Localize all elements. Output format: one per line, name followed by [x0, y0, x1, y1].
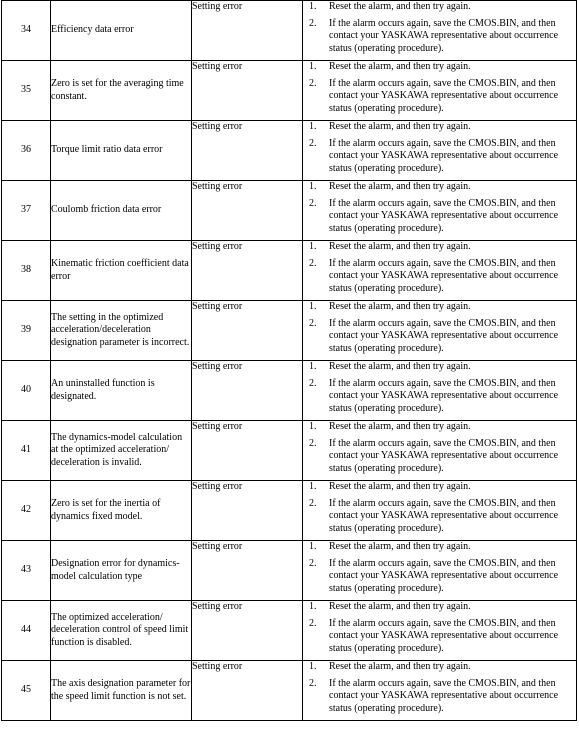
- remedy-step-text: Reset the alarm, and then try again.: [329, 481, 471, 492]
- remedy-step-marker: 1.: [309, 601, 317, 612]
- alarm-remedy-cell: [303, 421, 577, 481]
- alarm-type-cell: [192, 181, 303, 241]
- alarm-number-cell: [2, 181, 51, 241]
- remedy-step-text: Reset the alarm, and then try again.: [329, 421, 471, 432]
- alarm-description-cell: [51, 481, 192, 541]
- remedy-step: [303, 541, 576, 554]
- alarm-number-cell: [2, 421, 51, 481]
- alarm-number: 36: [21, 144, 31, 156]
- alarm-type: Setting error: [192, 241, 243, 252]
- alarm-type: Setting error: [192, 601, 243, 612]
- alarm-type: Setting error: [192, 301, 243, 312]
- remedy-step-text: If the alarm occurs again, save the CMOS.BIN, and then contact your YASKAWA representative about occurrence status (operating procedure).: [329, 557, 559, 594]
- alarm-remedy-cell: [303, 301, 577, 361]
- alarm-description: Zero is set for the inertia of dynamics fixed model.: [51, 497, 161, 522]
- remedy-step: [303, 661, 576, 674]
- remedy-step: [303, 61, 576, 74]
- alarm-description-cell: [51, 121, 192, 181]
- alarm-number-cell: [2, 301, 51, 361]
- alarm-number-cell: [2, 1, 51, 61]
- alarm-number: 40: [21, 384, 31, 396]
- alarm-description-cell: [51, 421, 192, 481]
- alarm-number: 38: [21, 264, 31, 276]
- alarm-type: Setting error: [192, 421, 243, 432]
- remedy-step-marker: 2.: [309, 437, 317, 449]
- alarm-remedy-cell: [303, 61, 577, 121]
- remedy-step: [303, 361, 576, 374]
- alarm-description: Torque limit ratio data error: [51, 144, 163, 156]
- table-row: [2, 361, 577, 421]
- remedy-step-text: If the alarm occurs again, save the CMOS.BIN, and then contact your YASKAWA representative about occurrence status (operating procedure).: [329, 137, 559, 174]
- remedy-step-marker: 1.: [309, 241, 317, 252]
- remedy-step-marker: 1.: [309, 481, 317, 492]
- table-row: [2, 61, 577, 121]
- alarm-remedy-cell: [303, 121, 577, 181]
- alarm-type: Setting error: [192, 61, 243, 72]
- remedy-step-marker: 1.: [309, 541, 317, 552]
- alarm-description-cell: [51, 601, 192, 661]
- alarm-type: Setting error: [192, 121, 243, 132]
- alarm-number: 35: [21, 84, 31, 96]
- alarm-description-cell: [51, 301, 192, 361]
- remedy-step-text: Reset the alarm, and then try again.: [329, 121, 471, 132]
- alarm-number-cell: [2, 481, 51, 541]
- remedy-step-text: If the alarm occurs again, save the CMOS.BIN, and then contact your YASKAWA representative about occurrence status (operating procedure).: [329, 497, 559, 534]
- table-row: [2, 421, 577, 481]
- alarm-number: 43: [21, 564, 31, 576]
- alarm-description: Zero is set for the averaging time constant.: [51, 77, 184, 102]
- remedy-steps: [303, 541, 576, 595]
- remedy-step-marker: 2.: [309, 677, 317, 689]
- remedy-step: [303, 78, 576, 116]
- alarm-table-body: [2, 1, 577, 721]
- alarm-number-cell: [2, 241, 51, 301]
- alarm-number: 37: [21, 204, 31, 216]
- remedy-step-text: If the alarm occurs again, save the CMOS.BIN, and then contact your YASKAWA representative about occurrence status (operating procedure).: [329, 677, 559, 714]
- remedy-step-text: If the alarm occurs again, save the CMOS.BIN, and then contact your YASKAWA representative about occurrence status (operating procedure).: [329, 317, 559, 354]
- alarm-type-cell: [192, 541, 303, 601]
- remedy-steps: [303, 181, 576, 235]
- alarm-type: Setting error: [192, 661, 243, 672]
- alarm-description-cell: [51, 661, 192, 721]
- remedy-step-text: Reset the alarm, and then try again.: [329, 661, 471, 672]
- remedy-step-text: Reset the alarm, and then try again.: [329, 1, 471, 12]
- alarm-description-cell: [51, 361, 192, 421]
- remedy-step-marker: 2.: [309, 617, 317, 629]
- table-row: [2, 601, 577, 661]
- alarm-description: Efficiency data error: [51, 24, 134, 36]
- alarm-remedy-cell: [303, 541, 577, 601]
- alarm-type-cell: [192, 1, 303, 61]
- remedy-step: [303, 301, 576, 314]
- alarm-type-cell: [192, 601, 303, 661]
- alarm-type: Setting error: [192, 361, 243, 372]
- remedy-step-text: If the alarm occurs again, save the CMOS.BIN, and then contact your YASKAWA representative about occurrence status (operating procedure).: [329, 257, 559, 294]
- remedy-step-marker: 2.: [309, 557, 317, 569]
- remedy-step: [303, 438, 576, 476]
- alarm-description-cell: [51, 1, 192, 61]
- alarm-type-cell: [192, 361, 303, 421]
- alarm-number: 39: [21, 324, 31, 336]
- alarm-type-cell: [192, 241, 303, 301]
- remedy-step-marker: 1.: [309, 121, 317, 132]
- alarm-description: The optimized acceleration/ deceleration control of speed limit function is disabled.: [51, 611, 189, 648]
- alarm-type: Setting error: [192, 481, 243, 492]
- remedy-step-text: Reset the alarm, and then try again.: [329, 241, 471, 252]
- alarm-type-cell: [192, 61, 303, 121]
- remedy-step: [303, 618, 576, 656]
- alarm-remedy-cell: [303, 181, 577, 241]
- remedy-step-text: If the alarm occurs again, save the CMOS.BIN, and then contact your YASKAWA representative about occurrence status (operating procedure).: [329, 437, 559, 474]
- remedy-step: [303, 1, 576, 14]
- alarm-type-cell: [192, 661, 303, 721]
- remedy-step: [303, 481, 576, 494]
- remedy-step: [303, 198, 576, 236]
- alarm-number-cell: [2, 661, 51, 721]
- remedy-step: [303, 601, 576, 614]
- remedy-steps: [303, 301, 576, 355]
- remedy-step-text: If the alarm occurs again, save the CMOS.BIN, and then contact your YASKAWA representative about occurrence status (operating procedure).: [329, 617, 559, 654]
- alarm-type-cell: [192, 121, 303, 181]
- remedy-step-marker: 1.: [309, 301, 317, 312]
- remedy-step-marker: 2.: [309, 137, 317, 149]
- remedy-step: [303, 678, 576, 716]
- remedy-step: [303, 558, 576, 596]
- alarm-type: Setting error: [192, 541, 243, 552]
- alarm-description-cell: [51, 241, 192, 301]
- remedy-step-marker: 2.: [309, 257, 317, 269]
- remedy-step-marker: 2.: [309, 317, 317, 329]
- alarm-description: Coulomb friction data error: [51, 204, 162, 216]
- alarm-description: Kinematic friction coefficient data error: [51, 257, 189, 282]
- remedy-step: [303, 138, 576, 176]
- remedy-steps: [303, 661, 576, 715]
- alarm-remedy-cell: [303, 1, 577, 61]
- remedy-step-marker: 2.: [309, 497, 317, 509]
- remedy-step: [303, 318, 576, 356]
- remedy-step-marker: 1.: [309, 61, 317, 72]
- remedy-step: [303, 378, 576, 416]
- remedy-step-marker: 2.: [309, 377, 317, 389]
- remedy-step: [303, 498, 576, 536]
- remedy-step-text: If the alarm occurs again, save the CMOS.BIN, and then contact your YASKAWA representative about occurrence status (operating procedure).: [329, 197, 559, 234]
- remedy-steps: [303, 241, 576, 295]
- alarm-description: An uninstalled function is designated.: [51, 377, 155, 402]
- remedy-steps: [303, 601, 576, 655]
- table-row: [2, 241, 577, 301]
- remedy-step-text: Reset the alarm, and then try again.: [329, 541, 471, 552]
- alarm-number: 44: [21, 624, 31, 636]
- remedy-step: [303, 181, 576, 194]
- table-row: [2, 661, 577, 721]
- alarm-number-cell: [2, 121, 51, 181]
- table-row: [2, 1, 577, 61]
- remedy-step-text: Reset the alarm, and then try again.: [329, 301, 471, 312]
- alarm-remedy-cell: [303, 241, 577, 301]
- alarm-number: 34: [21, 24, 31, 36]
- alarm-remedy-cell: [303, 361, 577, 421]
- remedy-step-text: If the alarm occurs again, save the CMOS.BIN, and then contact your YASKAWA representative about occurrence status (operating procedure).: [329, 377, 559, 414]
- remedy-step-text: Reset the alarm, and then try again.: [329, 181, 471, 192]
- remedy-steps: [303, 361, 576, 415]
- alarm-table: [1, 0, 577, 721]
- remedy-step-marker: 2.: [309, 17, 317, 29]
- alarm-type: Setting error: [192, 1, 243, 12]
- table-row: [2, 481, 577, 541]
- alarm-remedy-cell: [303, 661, 577, 721]
- table-row: [2, 541, 577, 601]
- table-row: [2, 121, 577, 181]
- alarm-number-cell: [2, 361, 51, 421]
- alarm-number: 41: [21, 444, 31, 456]
- alarm-description: The setting in the optimized acceleration/deceleration designation parameter is incorrect.: [51, 311, 190, 348]
- remedy-steps: [303, 421, 576, 475]
- remedy-steps: [303, 121, 576, 175]
- alarm-description: The axis designation parameter for the speed limit function is not set.: [51, 677, 191, 702]
- alarm-number: 45: [21, 684, 31, 696]
- alarm-number-cell: [2, 541, 51, 601]
- remedy-step-marker: 2.: [309, 77, 317, 89]
- remedy-step-text: Reset the alarm, and then try again.: [329, 601, 471, 612]
- remedy-step-text: If the alarm occurs again, save the CMOS.BIN, and then contact your YASKAWA representative about occurrence status (operating procedure).: [329, 17, 559, 54]
- remedy-steps: [303, 1, 576, 55]
- remedy-step: [303, 18, 576, 56]
- remedy-step-text: Reset the alarm, and then try again.: [329, 61, 471, 72]
- remedy-step-marker: 1.: [309, 661, 317, 672]
- alarm-type-cell: [192, 301, 303, 361]
- alarm-description: The dynamics-model calculation at the optimized acceleration/ deceleration is invalid.: [51, 431, 183, 468]
- alarm-description: Designation error for dynamics-model calculation type: [51, 557, 180, 582]
- remedy-step: [303, 421, 576, 434]
- remedy-step: [303, 241, 576, 254]
- alarm-number: 42: [21, 504, 31, 516]
- remedy-step-marker: 1.: [309, 361, 317, 372]
- alarm-type-cell: [192, 421, 303, 481]
- remedy-step: [303, 121, 576, 134]
- alarm-type-cell: [192, 481, 303, 541]
- remedy-step-marker: 1.: [309, 181, 317, 192]
- alarm-remedy-cell: [303, 601, 577, 661]
- alarm-remedy-cell: [303, 481, 577, 541]
- remedy-step: [303, 258, 576, 296]
- remedy-steps: [303, 61, 576, 115]
- remedy-step-text: Reset the alarm, and then try again.: [329, 361, 471, 372]
- remedy-steps: [303, 481, 576, 535]
- alarm-number-cell: [2, 61, 51, 121]
- alarm-description-cell: [51, 181, 192, 241]
- remedy-step-text: If the alarm occurs again, save the CMOS.BIN, and then contact your YASKAWA representative about occurrence status (operating procedure).: [329, 77, 559, 114]
- remedy-step-marker: 1.: [309, 421, 317, 432]
- remedy-step-marker: 2.: [309, 197, 317, 209]
- alarm-description-cell: [51, 541, 192, 601]
- table-row: [2, 301, 577, 361]
- remedy-step-marker: 1.: [309, 1, 317, 12]
- alarm-type: Setting error: [192, 181, 243, 192]
- alarm-description-cell: [51, 61, 192, 121]
- table-row: [2, 181, 577, 241]
- alarm-number-cell: [2, 601, 51, 661]
